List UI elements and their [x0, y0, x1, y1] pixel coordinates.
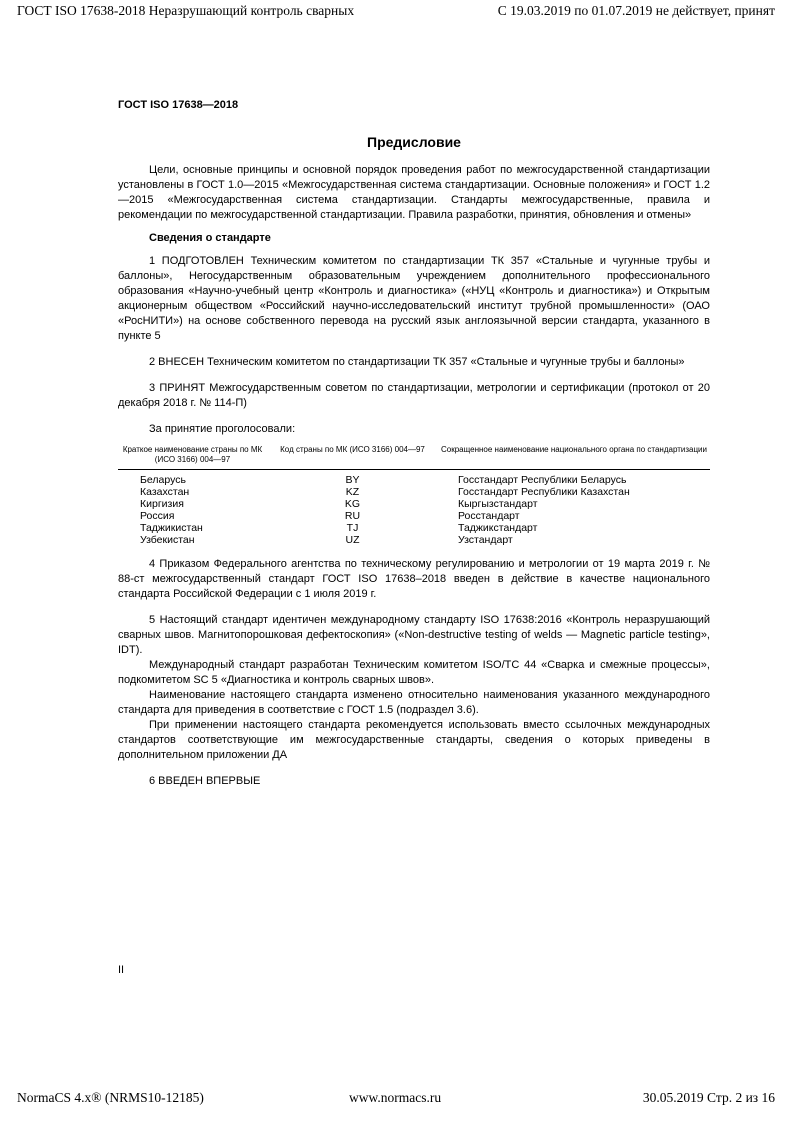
footer-page-info: 30.05.2019 Стр. 2 из 16 — [642, 1090, 775, 1105]
table-row — [118, 486, 710, 498]
cell-code: KG — [344, 498, 361, 510]
cell-organ: Росстандарт — [458, 510, 520, 522]
cell-country: Беларусь — [140, 474, 186, 486]
viewer-header-title: ГОСТ ISO 17638-2018 Неразрушающий контроль сварных — [17, 3, 355, 18]
document-body — [118, 163, 710, 789]
page-number: II — [118, 964, 125, 976]
cell-organ: Госстандарт Республики Казахстан — [458, 486, 630, 498]
cell-organ: Узстандарт — [458, 534, 513, 546]
page-title: Предисловие — [367, 134, 461, 150]
cell-code: BY — [345, 474, 360, 486]
cell-organ: Госстандарт Республики Беларусь — [458, 474, 627, 486]
table-row — [118, 510, 710, 522]
section-heading: Сведения о стандарте — [149, 232, 271, 244]
item-6: 6 ВВЕДЕН ВПЕРВЫЕ — [149, 775, 261, 787]
table-row — [118, 470, 710, 487]
table-row — [118, 534, 710, 546]
item-4: 4 Приказом Федерального агентства по техническому регулированию и метрологии от 19 марта 2019 г. № 88-ст межгосударственный стандарт ГОСТ ISO 17638–2018 введен в действие в качестве национального стандарта Российской Федерации с 1 июля 2019 г. — [118, 558, 710, 600]
col-header-organ: Сокращенное наименование национального органа по стандартизации — [438, 445, 710, 470]
item-5-usage-note: При применении настоящего стандарта рекомендуется использовать вместо ссылочных международных стандартов соответствующие им межгосударственные стандарты, сведения о которых приведены в дополнительном приложении ДА — [118, 719, 710, 761]
item-2: 2 ВНЕСЕН Техническим комитетом по стандартизации ТК 357 «Стальные и чугунные трубы и баллоны» — [149, 356, 685, 368]
viewer-header-status: С 19.03.2019 по 01.07.2019 не действует, принят — [497, 3, 775, 18]
footer-product: NormaCS 4.x® (NRMS10-12185) — [17, 1090, 204, 1105]
footer-website[interactable]: www.normacs.ru — [349, 1090, 442, 1105]
cell-code: KZ — [345, 486, 360, 498]
table-row — [118, 522, 710, 534]
item-5-name-change: Наименование настоящего стандарта изменено относительно наименования указанного международного стандарта для приведения в соответствие с ГОСТ 1.5 (подраздел 3.6). — [118, 689, 710, 716]
table-row — [118, 498, 710, 510]
item-5: 5 Настоящий стандарт идентичен международному стандарту ISO 17638:2016 «Контроль неразрушающий сварных швов. Магнитопорошковая дефектоскопия» («Non-destructive testing of welds — Magnetic particle testing», IDT). — [118, 614, 710, 656]
cell-organ: Таджикстандарт — [458, 522, 538, 534]
cell-code: RU — [344, 510, 361, 522]
document-code: ГОСТ ISO 17638—2018 — [118, 99, 239, 111]
cell-country: Таджикистан — [140, 522, 203, 534]
col-header-country: Краткое наименование страны по МК (ИСО 3166) 004—97 — [118, 445, 267, 470]
item-3: 3 ПРИНЯТ Межгосударственным советом по стандартизации, метрологии и сертификации (протокол от 20 декабря 2018 г. № 114-П) — [118, 382, 710, 409]
cell-code: TJ — [346, 522, 359, 534]
cell-country: Россия — [140, 510, 175, 522]
col-header-code: Код страны по МК (ИСО 3166) 004—97 — [267, 445, 438, 470]
cell-country: Узбекистан — [140, 534, 195, 546]
cell-code: UZ — [345, 534, 360, 546]
cell-organ: Кыргызстандарт — [458, 498, 538, 510]
vote-intro: За принятие проголосовали: — [149, 423, 296, 435]
cell-country: Казахстан — [140, 486, 190, 498]
item-1: 1 ПОДГОТОВЛЕН Техническим комитетом по стандартизации ТК 357 «Стальные и чугунные трубы и баллоны», Негосударственным образовательным учреждением дополнительного профессионального образования «Научно-учебный центр «Контроль и диагностика» («НУЦ «Контроль и диагностика») и Открытым акционерным обществом «Российский научно-исследовательский институт трубной промышленности» (ОАО «РосНИТИ») на основе собственного перевода на русский язык англоязычной версии стандарта, указанного в пункте 5 — [118, 255, 710, 342]
item-5-developer: Международный стандарт разработан Техническим комитетом ISO/TC 44 «Сварка и смежные процессы», подкомитетом SC 5 «Диагностика и контроль сварных швов». — [118, 659, 710, 686]
intro-paragraph: Цели, основные принципы и основной порядок проведения работ по межгосударственной стандартизации установлены в ГОСТ 1.0—2015 «Межгосударственная система стандартизации. Основные положения» и ГОСТ 1.2—2015 «Межгосударственная система стандартизации. Стандарты межгосударственные, правила и рекомендации по межгосударственной стандартизации. Правила разработки, принятия, обновления и отмены» — [118, 164, 710, 221]
cell-country: Киргизия — [140, 498, 184, 510]
voting-table — [118, 445, 710, 546]
